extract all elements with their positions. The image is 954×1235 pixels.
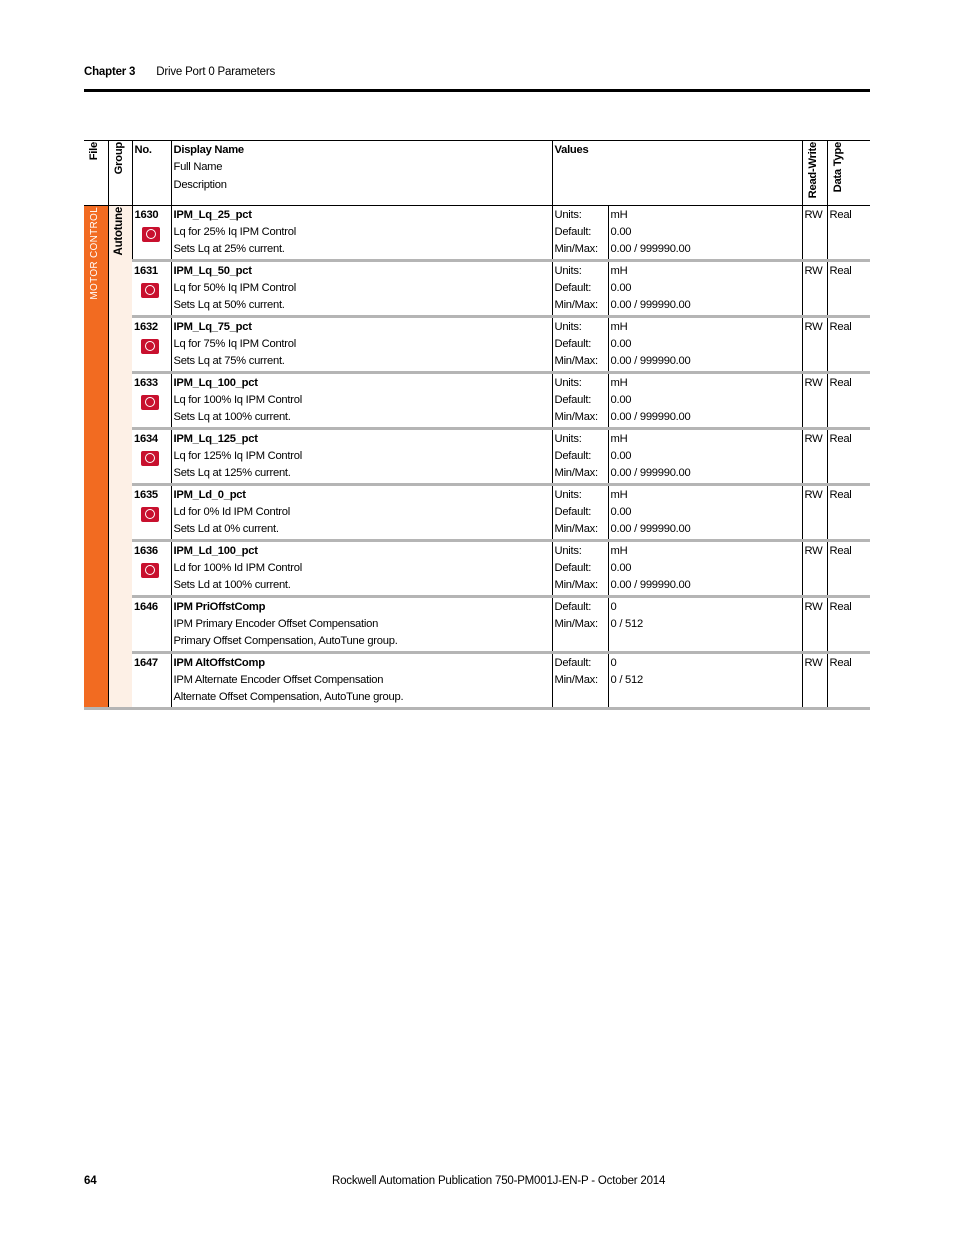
- value-value: 0.00 / 999990.00: [610, 579, 691, 592]
- param-number-cell: [132, 540, 171, 596]
- value-label: Units:: [554, 320, 582, 333]
- description: Alternate Offset Compensation, AutoTune group.: [173, 691, 404, 704]
- value-value: mH: [610, 376, 628, 389]
- stop-icon: [141, 451, 159, 466]
- parameter-table: [84, 140, 870, 710]
- data-type: Real: [827, 652, 870, 708]
- value-labels: [552, 205, 608, 260]
- read-write: RW: [802, 316, 827, 372]
- chapter-label: Chapter 3: [84, 66, 136, 78]
- value-value: 0: [610, 600, 617, 613]
- full-name: Ld for 100% Id IPM Control: [173, 561, 302, 574]
- value-labels: [552, 428, 608, 484]
- read-write: RW: [802, 540, 827, 596]
- value-label: Min/Max:: [554, 523, 598, 536]
- display-name: IPM AltOffstComp: [173, 656, 265, 669]
- read-write: RW: [802, 205, 827, 260]
- value-labels: [552, 652, 608, 708]
- value-value: 0.00 / 999990.00: [610, 243, 691, 256]
- display-name: IPM_Lq_25_pct: [173, 208, 252, 221]
- running-header: [84, 66, 275, 78]
- value-label: Default:: [554, 281, 592, 294]
- value-label: Units:: [554, 488, 582, 501]
- stop-icon: [141, 395, 159, 410]
- value-label: Min/Max:: [554, 467, 598, 480]
- read-write: RW: [802, 260, 827, 316]
- display-name: IPM_Lq_75_pct: [173, 320, 252, 333]
- full-name: Lq for 100% Iq IPM Control: [173, 393, 302, 406]
- table-row: [84, 652, 870, 708]
- value-values: [608, 372, 802, 428]
- param-number: 1646: [134, 600, 158, 613]
- param-name-cell: [171, 484, 552, 540]
- display-name: IPM_Lq_100_pct: [173, 376, 258, 389]
- col-no: No.: [132, 141, 171, 206]
- description: Sets Lq at 100% current.: [173, 411, 291, 424]
- table-row: [84, 540, 870, 596]
- value-value: 0.00: [610, 337, 632, 350]
- display-name: IPM_Ld_100_pct: [173, 544, 258, 557]
- value-value: 0.00 / 999990.00: [610, 523, 691, 536]
- value-label: Min/Max:: [554, 355, 598, 368]
- table-row: [84, 260, 870, 316]
- stop-icon: [141, 563, 159, 578]
- param-number: 1634: [134, 432, 158, 445]
- stop-icon: [141, 339, 159, 354]
- col-file: File: [84, 141, 108, 206]
- value-value: mH: [610, 264, 628, 277]
- value-value: 0.00 / 999990.00: [610, 411, 691, 424]
- value-value: mH: [610, 544, 628, 557]
- value-label: Default:: [554, 225, 592, 238]
- page-number: 64: [84, 1175, 97, 1187]
- value-value: 0.00: [610, 449, 632, 462]
- param-number: 1631: [134, 264, 158, 277]
- value-label: Units:: [554, 208, 582, 221]
- value-label: Min/Max:: [554, 299, 598, 312]
- value-values: [608, 540, 802, 596]
- value-values: [608, 484, 802, 540]
- description: Sets Lq at 25% current.: [173, 243, 285, 256]
- chapter-title: Drive Port 0 Parameters: [156, 66, 275, 78]
- value-label: Default:: [554, 393, 592, 406]
- value-value: 0 / 512: [610, 617, 643, 630]
- value-value: mH: [610, 208, 628, 221]
- col-read-write: Read-Write: [802, 141, 827, 206]
- value-value: 0.00: [610, 393, 632, 406]
- read-write: RW: [802, 484, 827, 540]
- param-number: 1630: [134, 208, 159, 221]
- description: Primary Offset Compensation, AutoTune group.: [173, 635, 398, 648]
- stop-icon: [142, 227, 160, 242]
- value-values: [608, 316, 802, 372]
- value-labels: [552, 372, 608, 428]
- display-name: IPM_Lq_125_pct: [173, 432, 258, 445]
- param-name-cell: [171, 652, 552, 708]
- publication-footer: Rockwell Automation Publication 750-PM001J-EN-P - October 2014: [332, 1175, 666, 1187]
- data-type: Real: [827, 596, 870, 652]
- value-label: Min/Max:: [554, 243, 598, 256]
- data-type: Real: [827, 484, 870, 540]
- description: Sets Ld at 0% current.: [173, 523, 279, 536]
- param-number: 1632: [134, 320, 158, 333]
- param-number-cell: [132, 428, 171, 484]
- table-body: [84, 205, 870, 708]
- param-name-cell: [171, 372, 552, 428]
- param-number-cell: [132, 372, 171, 428]
- col-data-type: Data Type: [827, 141, 870, 206]
- param-name-cell: [171, 260, 552, 316]
- value-values: [608, 260, 802, 316]
- value-labels: [552, 316, 608, 372]
- value-label: Default:: [554, 449, 592, 462]
- read-write: RW: [802, 428, 827, 484]
- table-header-row: [84, 141, 870, 206]
- display-name: IPM_Lq_50_pct: [173, 264, 252, 277]
- value-label: Default:: [554, 600, 592, 613]
- param-name-cell: [171, 205, 552, 260]
- read-write: RW: [802, 596, 827, 652]
- table-row: [84, 316, 870, 372]
- table-row: [84, 372, 870, 428]
- param-number: 1635: [134, 488, 158, 501]
- param-name-cell: [171, 540, 552, 596]
- value-values: [608, 596, 802, 652]
- data-type: Real: [827, 260, 870, 316]
- table-row: [84, 596, 870, 652]
- data-type: Real: [827, 540, 870, 596]
- description: Sets Ld at 100% current.: [173, 579, 291, 592]
- value-values: [608, 428, 802, 484]
- data-type: Real: [827, 205, 870, 260]
- col-group: Group: [108, 141, 132, 206]
- value-labels: [552, 596, 608, 652]
- value-value: 0.00: [610, 225, 632, 238]
- description: Sets Lq at 125% current.: [173, 467, 291, 480]
- table-row: [84, 428, 870, 484]
- value-labels: [552, 540, 608, 596]
- read-write: RW: [802, 372, 827, 428]
- description: Sets Lq at 75% current.: [173, 355, 285, 368]
- param-number-cell: [132, 205, 171, 260]
- value-label: Min/Max:: [554, 617, 598, 630]
- value-label: Units:: [554, 544, 582, 557]
- param-name-cell: [171, 428, 552, 484]
- value-label: Units:: [554, 264, 582, 277]
- value-value: 0.00: [610, 561, 632, 574]
- data-type: Real: [827, 316, 870, 372]
- display-name: IPM_Ld_0_pct: [173, 488, 246, 501]
- param-name-cell: [171, 316, 552, 372]
- data-type: Real: [827, 372, 870, 428]
- param-name-cell: [171, 596, 552, 652]
- value-value: 0.00 / 999990.00: [610, 467, 691, 480]
- full-name: Lq for 75% Iq IPM Control: [173, 337, 296, 350]
- value-value: mH: [610, 488, 628, 501]
- param-number-cell: [132, 652, 171, 708]
- value-value: 0.00: [610, 505, 632, 518]
- full-name: IPM Primary Encoder Offset Compensation: [173, 617, 379, 630]
- table-row: [84, 205, 870, 260]
- col-values: Values: [552, 141, 802, 206]
- param-number: 1647: [134, 656, 158, 669]
- stop-icon: [141, 507, 159, 522]
- value-labels: [552, 260, 608, 316]
- file-band: MOTOR CONTROL: [84, 205, 108, 708]
- value-label: Units:: [554, 432, 582, 445]
- value-label: Min/Max:: [554, 579, 598, 592]
- col-display-name: Display Name Full Name Description: [171, 141, 552, 206]
- display-name: IPM PriOffstComp: [173, 600, 266, 613]
- value-values: [608, 652, 802, 708]
- stop-icon: [141, 283, 159, 298]
- full-name: Ld for 0% Id IPM Control: [173, 505, 290, 518]
- value-label: Default:: [554, 561, 592, 574]
- value-label: Default:: [554, 505, 592, 518]
- full-name: IPM Alternate Encoder Offset Compensation: [173, 673, 384, 686]
- value-values: [608, 205, 802, 260]
- value-value: 0.00 / 999990.00: [610, 355, 691, 368]
- value-value: mH: [610, 320, 628, 333]
- param-number-cell: [132, 260, 171, 316]
- value-labels: [552, 484, 608, 540]
- param-number: 1633: [134, 376, 158, 389]
- value-value: 0 / 512: [610, 673, 643, 686]
- value-value: 0.00: [610, 281, 632, 294]
- param-number-cell: [132, 484, 171, 540]
- value-value: 0.00 / 999990.00: [610, 299, 691, 312]
- value-label: Default:: [554, 656, 592, 669]
- read-write: RW: [802, 652, 827, 708]
- value-label: Min/Max:: [554, 411, 598, 424]
- value-label: Default:: [554, 337, 592, 350]
- value-label: Units:: [554, 376, 582, 389]
- param-number: 1636: [134, 544, 158, 557]
- group-band: Autotune: [108, 205, 132, 708]
- value-label: Min/Max:: [554, 673, 598, 686]
- full-name: Lq for 50% Iq IPM Control: [173, 281, 296, 294]
- header-rule: [84, 89, 870, 92]
- full-name: Lq for 25% Iq IPM Control: [173, 225, 296, 238]
- param-number-cell: [132, 596, 171, 652]
- table-row: [84, 484, 870, 540]
- value-value: mH: [610, 432, 628, 445]
- full-name: Lq for 125% Iq IPM Control: [173, 449, 302, 462]
- param-number-cell: [132, 316, 171, 372]
- data-type: Real: [827, 428, 870, 484]
- description: Sets Lq at 50% current.: [173, 299, 285, 312]
- value-value: 0: [610, 656, 617, 669]
